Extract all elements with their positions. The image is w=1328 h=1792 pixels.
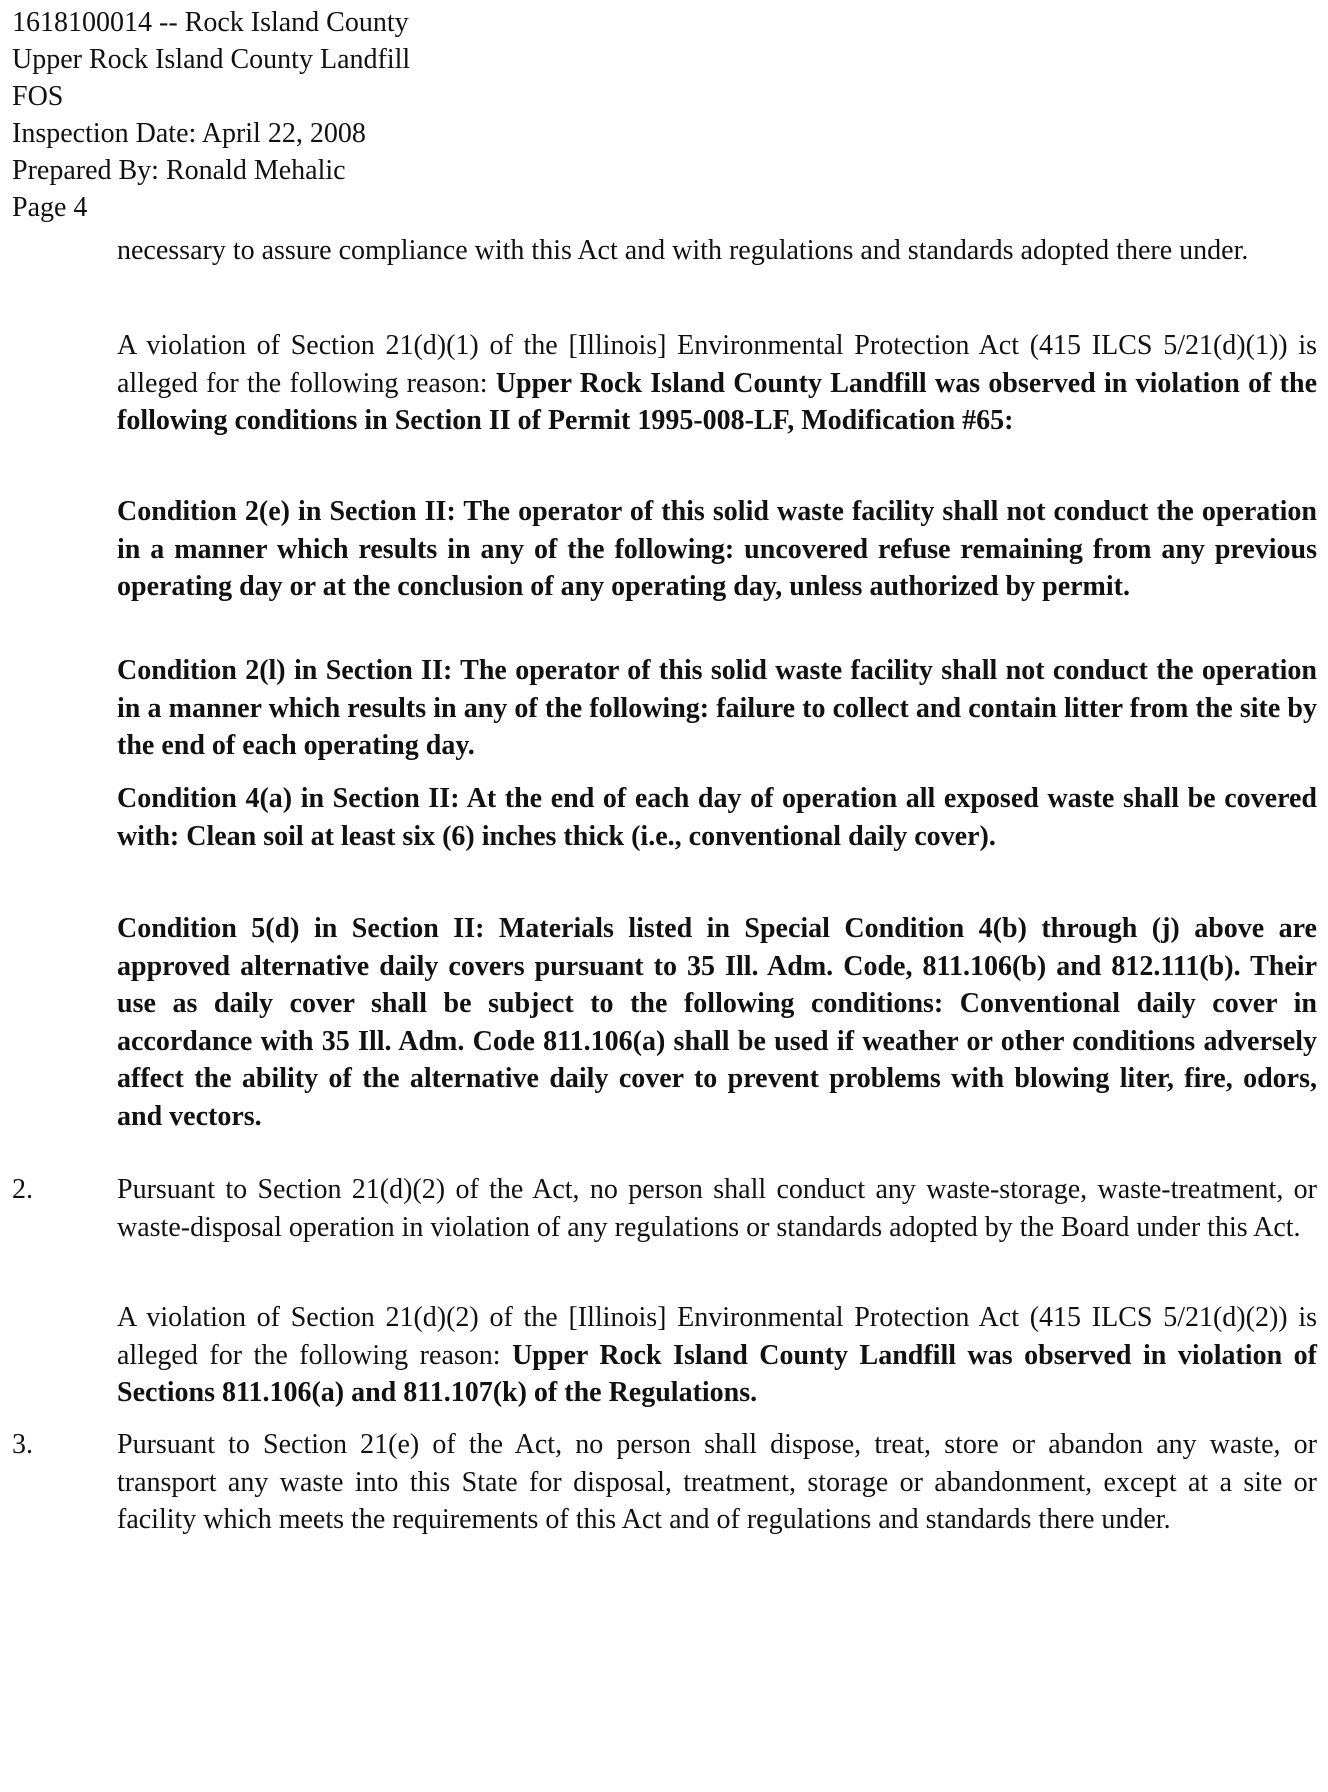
item-3-text: Pursuant to Section 21(e) of the Act, no person shall dispose, treat, store or abandon any waste, or transport any waste into this State for disposal, treatment, storage or abandonment, except at a site or facility which meets the requirements of this Act and of regulations and standards there under. — [117, 1429, 1317, 1535]
header-facility-id: 1618100014 -- Rock Island County — [12, 7, 409, 38]
condition-5d-paragraph: Condition 5(d) in Section II: Materials listed in Special Condition 4(b) through (j) above are approved alternative daily covers pursuant to 35 Ill. Adm. Code, 811.106(b) and 812.111(b). Their use as daily cover shall be subject to the following conditions: Conventional daily cover in accordance with 35 Ill. Adm. Code 811.106(a) shall be used if weather or other conditions adversely affect the ability of the alternative daily cover to prevent problems with blowing liter, fire, odors, and vectors. — [117, 913, 1317, 1132]
continuation-paragraph: necessary to assure compliance with this Act and with regulations and standards adopted there under. — [117, 235, 1249, 266]
violation-2-finding: Upper Rock Island County Landfill was observed in violation of Sections 811.106(a) and 811.107(k) of the Regulations. — [117, 1339, 1317, 1408]
violation-1-intro: A violation of Section 21(d)(1) of the [Illinois] Environmental Protection Act (415 ILCS 5/21(d)(1)) is alleged for the following reason: — [117, 330, 1317, 399]
header-inspection-date: Inspection Date: April 22, 2008 — [12, 118, 366, 149]
violation-2-paragraph — [117, 1299, 1317, 1412]
item-2-number: 2. — [12, 1174, 33, 1205]
header-page-number: Page 4 — [12, 192, 88, 223]
header-report-type: FOS — [12, 81, 64, 112]
violation-1-paragraph — [117, 327, 1317, 440]
document-header — [12, 4, 410, 226]
violation-2-intro: A violation of Section 21(d)(2) of the [Illinois] Environmental Protection Act (415 ILCS 5/21(d)(2)) is alleged for the following reason: — [117, 1302, 1317, 1371]
header-prepared-by: Prepared By: Ronald Mehalic — [12, 155, 346, 186]
condition-4a-paragraph: Condition 4(a) in Section II: At the end of each day of operation all exposed waste shall be covered with: Clean soil at least six (6) inches thick (i.e., conventional daily cover). — [117, 783, 1317, 852]
condition-2l-paragraph: Condition 2(l) in Section II: The operator of this solid waste facility shall not conduct the operation in a manner which results in any of the following: failure to collect and contain litter from the site by the end of each operating day. — [117, 655, 1317, 761]
violation-1-finding: Upper Rock Island County Landfill was observed in violation of the following conditions in Section II of Permit 1995-008-LF, Modification #65: — [117, 367, 1318, 436]
header-facility-name: Upper Rock Island County Landfill — [12, 44, 411, 75]
item-3-number: 3. — [12, 1429, 33, 1460]
condition-2e-paragraph: Condition 2(e) in Section II: The operator of this solid waste facility shall not conduct the operation in a manner which results in any of the following: uncovered refuse remaining from any previous operating day or at the conclusion of any operating day, unless authorized by permit. — [117, 496, 1317, 602]
item-2-text: Pursuant to Section 21(d)(2) of the Act, no person shall conduct any waste-storage, waste-treatment, or waste-disposal operation in violation of any regulations or standards adopted by the Board under this Act. — [117, 1174, 1317, 1243]
